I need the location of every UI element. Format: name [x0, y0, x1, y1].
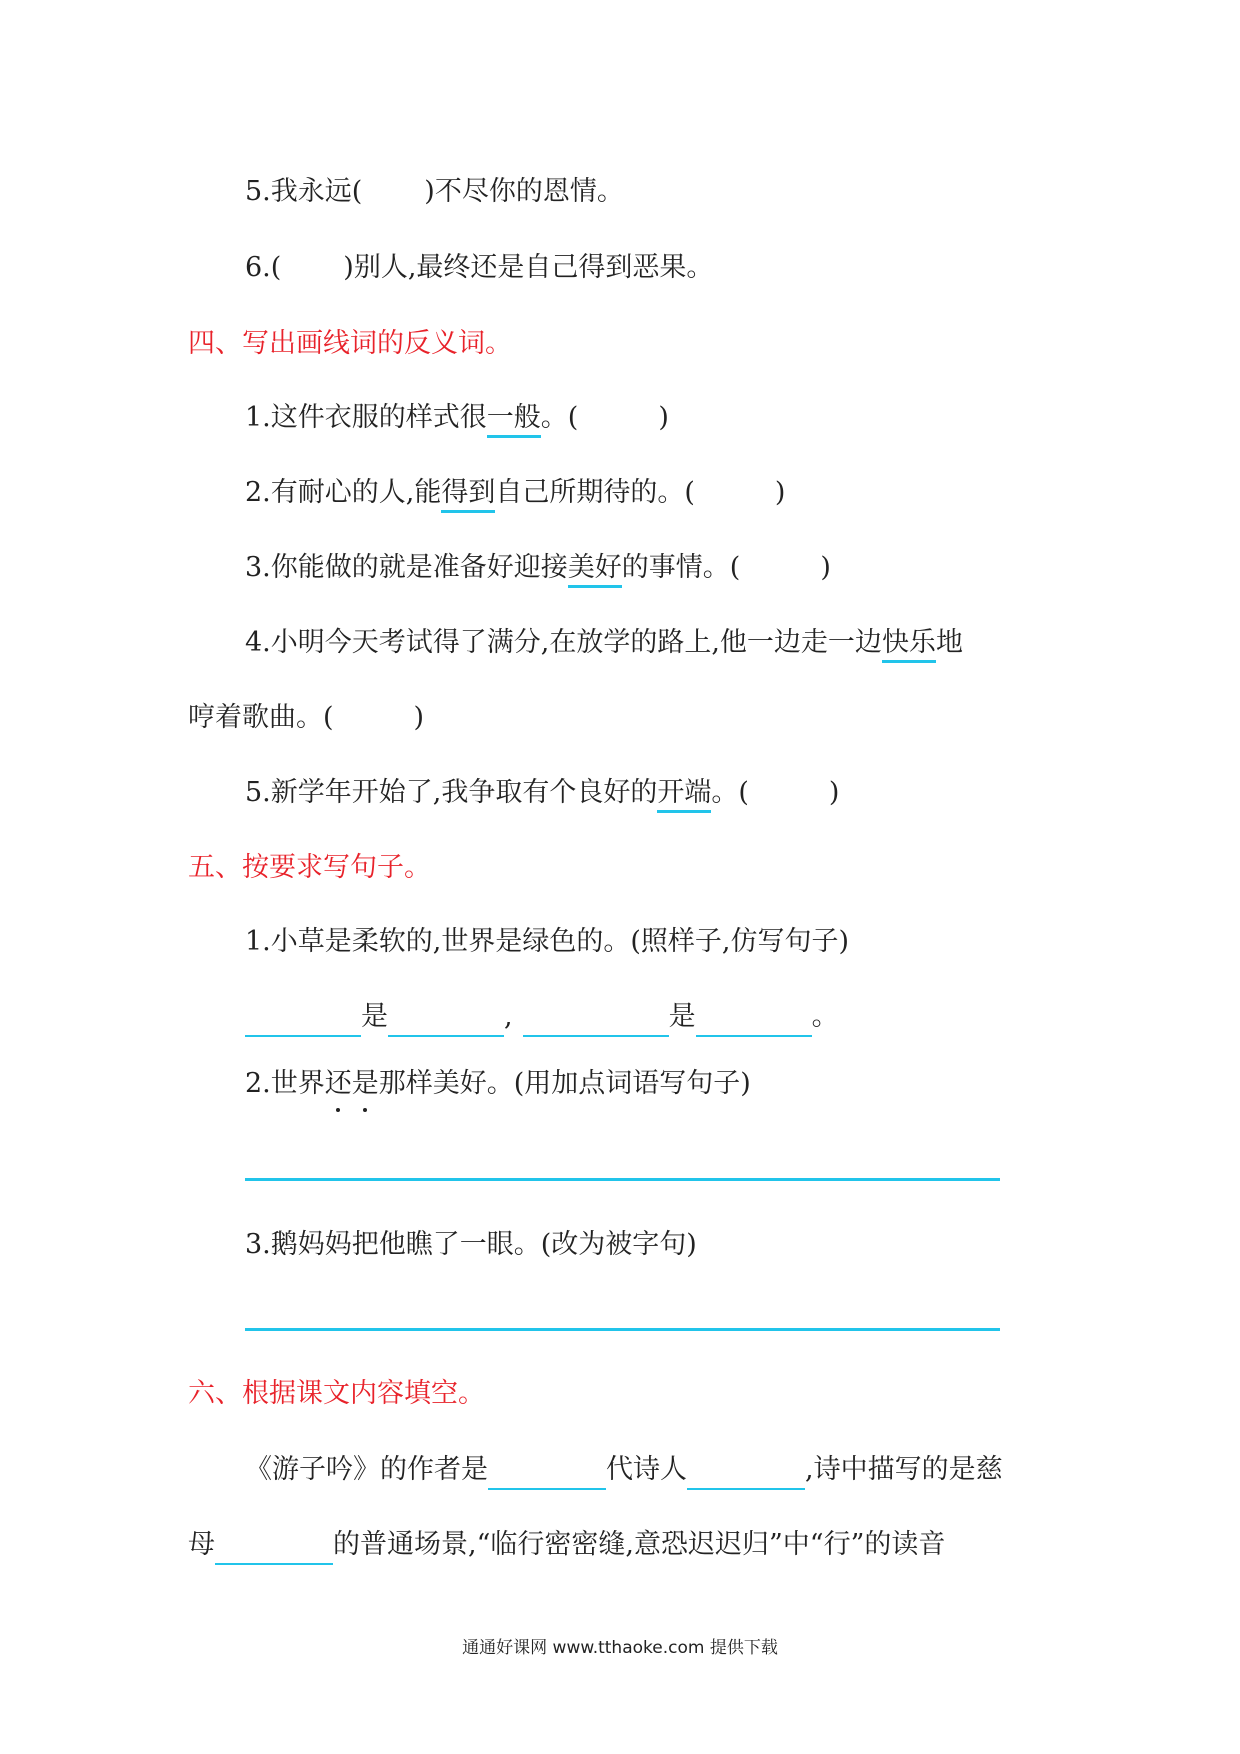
emphasis-dot-char: 是: [352, 1064, 379, 1104]
underlined-word: 开端: [657, 776, 711, 813]
q4-item-4: 4.小明今天考试得了满分,在放学的路上,他一边走一边快乐地: [245, 623, 963, 663]
answer-line[interactable]: [245, 1328, 1000, 1331]
q6-line-2: 母 的普通场景,“临行密密缝,意恐迟迟归”中“行”的读音: [188, 1525, 945, 1565]
q3-item-5: 5.我永远( )不尽你的恩情。: [245, 176, 624, 207]
q5-item-1: 1.小草是柔软的,世界是绿色的。(照样子,仿写句子): [245, 926, 849, 957]
q3-item-6: 6.( )别人,最终还是自己得到恶果。: [245, 252, 714, 283]
page-footer: 通通好课网 www.tthaoke.com 提供下载: [462, 1638, 778, 1658]
emphasis-dot-char: 还: [325, 1064, 352, 1104]
section-heading-5: 五、按要求写句子。: [188, 852, 431, 883]
q5-item-3: 3.鹅妈妈把他瞧了一眼。(改为被字句): [245, 1229, 697, 1260]
q5-item-2: 2.世界还是那样美好。(用加点词语写句子): [245, 1064, 751, 1104]
q5-item-1-pattern: 是 , 是 。: [245, 997, 839, 1037]
underlined-word: 一般: [487, 401, 541, 438]
answer-blank[interactable]: [215, 1533, 333, 1565]
underlined-word: 快乐: [882, 626, 936, 663]
answer-blank[interactable]: [687, 1458, 805, 1490]
q4-item-4-continued: 哼着歌曲。( ): [188, 702, 425, 733]
q4-item-2: 2.有耐心的人,能得到自己所期待的。( ): [245, 473, 785, 513]
section-heading-6: 六、根据课文内容填空。: [188, 1378, 485, 1409]
underlined-word: 美好: [568, 551, 622, 588]
answer-blank[interactable]: [488, 1458, 606, 1490]
q4-item-5: 5.新学年开始了,我争取有个良好的开端。( ): [245, 773, 839, 813]
answer-line[interactable]: [245, 1178, 1000, 1181]
answer-blank[interactable]: [696, 1005, 812, 1037]
underlined-word: 得到: [441, 476, 495, 513]
section-heading-4: 四、写出画线词的反义词。: [188, 328, 512, 359]
q6-line-1: 《游子吟》的作者是 代诗人 ,诗中描写的是慈: [245, 1450, 1003, 1490]
q4-item-3: 3.你能做的就是准备好迎接美好的事情。( ): [245, 548, 831, 588]
answer-blank[interactable]: [388, 1005, 504, 1037]
q4-item-1: 1.这件衣服的样式很一般。( ): [245, 398, 669, 438]
answer-blank[interactable]: [523, 1005, 669, 1037]
answer-blank[interactable]: [245, 1005, 361, 1037]
